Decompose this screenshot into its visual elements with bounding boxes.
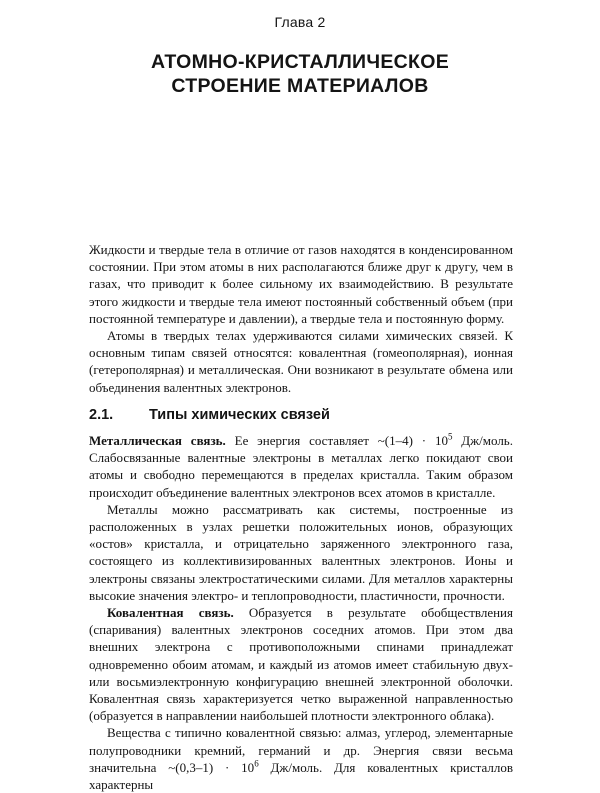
covalent-paragraph-2-rest: Дж/моль. Для ковалентных кристаллов характерны [89, 759, 513, 793]
covalent-paragraph-1-rest: Образуется в результате обобществления (спаривания) валентных электронов соседних атомов. При этом два внешних электрона с противоположными спинами принадлежат одновременно обоим атомам, и каждый из атомов имеет стабильную двух- или восьмиэлектронную конфигурацию внешней электронной оболочки. Ковалентная связь характеризуется четко выраженной направленностью (образуется в направлении наибольшей плотности электронного облака). [89, 605, 513, 724]
metallic-paragraph-1 [89, 432, 513, 501]
metallic-paragraph-2: Металлы можно рассматривать как системы, построенные из расположенных в узлах решетки положительных ионов, образующих «остов» кристалла, и отрицательно заряженного электронного газа, состоящего из коллективизированных валентных электронов. Ионы и электроны связаны электростатическими силами. Для металлов характерны высокие значения электро- и теплопроводности, пластичности, прочности. [89, 501, 513, 603]
section-number: 2.1. [89, 407, 114, 423]
covalent-paragraph-1 [89, 604, 513, 724]
covalent-term: Ковалентная связь. [107, 605, 234, 621]
section-body [89, 432, 513, 793]
metallic-energy-text: Ее энергия составляет ~(1–4) · 10 [225, 433, 448, 448]
covalent-paragraph-2 [89, 724, 513, 793]
intro-paragraph-2: Атомы в твердых телах удерживаются силами химических связей. К основным типам связей относятся: ковалентная (гомеополярная), ионная (гетерополярная) и металлическая. Они возникают в результате обмена или объединения валентных электронов. [89, 328, 513, 395]
chapter-label: Глава 2 [274, 14, 326, 30]
covalent-energy-text: Вещества с типично ковалентной связью: алмаз, углерод, элементарные полупроводники кремний, германий и др. Энергия связи весьма значительна ~(0,3–1) · 10 [89, 725, 513, 775]
metallic-paragraph-1-rest: Дж/моль. Слабосвязанные валентные электроны в металлах легко покидают свои атомы и свободно перемещаются в пределах кристалла. Таким образом происходит объединение валентных электронов всех атомов в кристалле. [89, 433, 513, 500]
chapter-title-line-1: АТОМНО-КРИСТАЛЛИЧЕСКОЕ [150, 51, 450, 73]
chapter-title [0, 50, 600, 98]
intro-paragraph-1: Жидкости и твердые тела в отличие от газов находятся в конденсированном состоянии. При этом атомы в них располагаются ближе друг к другу, чем в газах, что приводит к более сильному их взаимодействию. В результате этого жидкости и твердые тела имеют постоянный собственный объем (при постоянной температуре и давлении), а твердые тела и постоянную форму. [89, 242, 513, 326]
intro-text [89, 241, 513, 396]
section-title: Типы химических связей [149, 407, 330, 423]
covalent-energy-exponent: 6 [254, 758, 259, 769]
section-heading [89, 407, 519, 423]
metallic-term: Металлическая связь. [89, 433, 226, 448]
metallic-energy-exponent: 5 [447, 431, 453, 442]
chapter-title-line-2: СТРОЕНИЕ МАТЕРИАЛОВ [171, 75, 429, 97]
